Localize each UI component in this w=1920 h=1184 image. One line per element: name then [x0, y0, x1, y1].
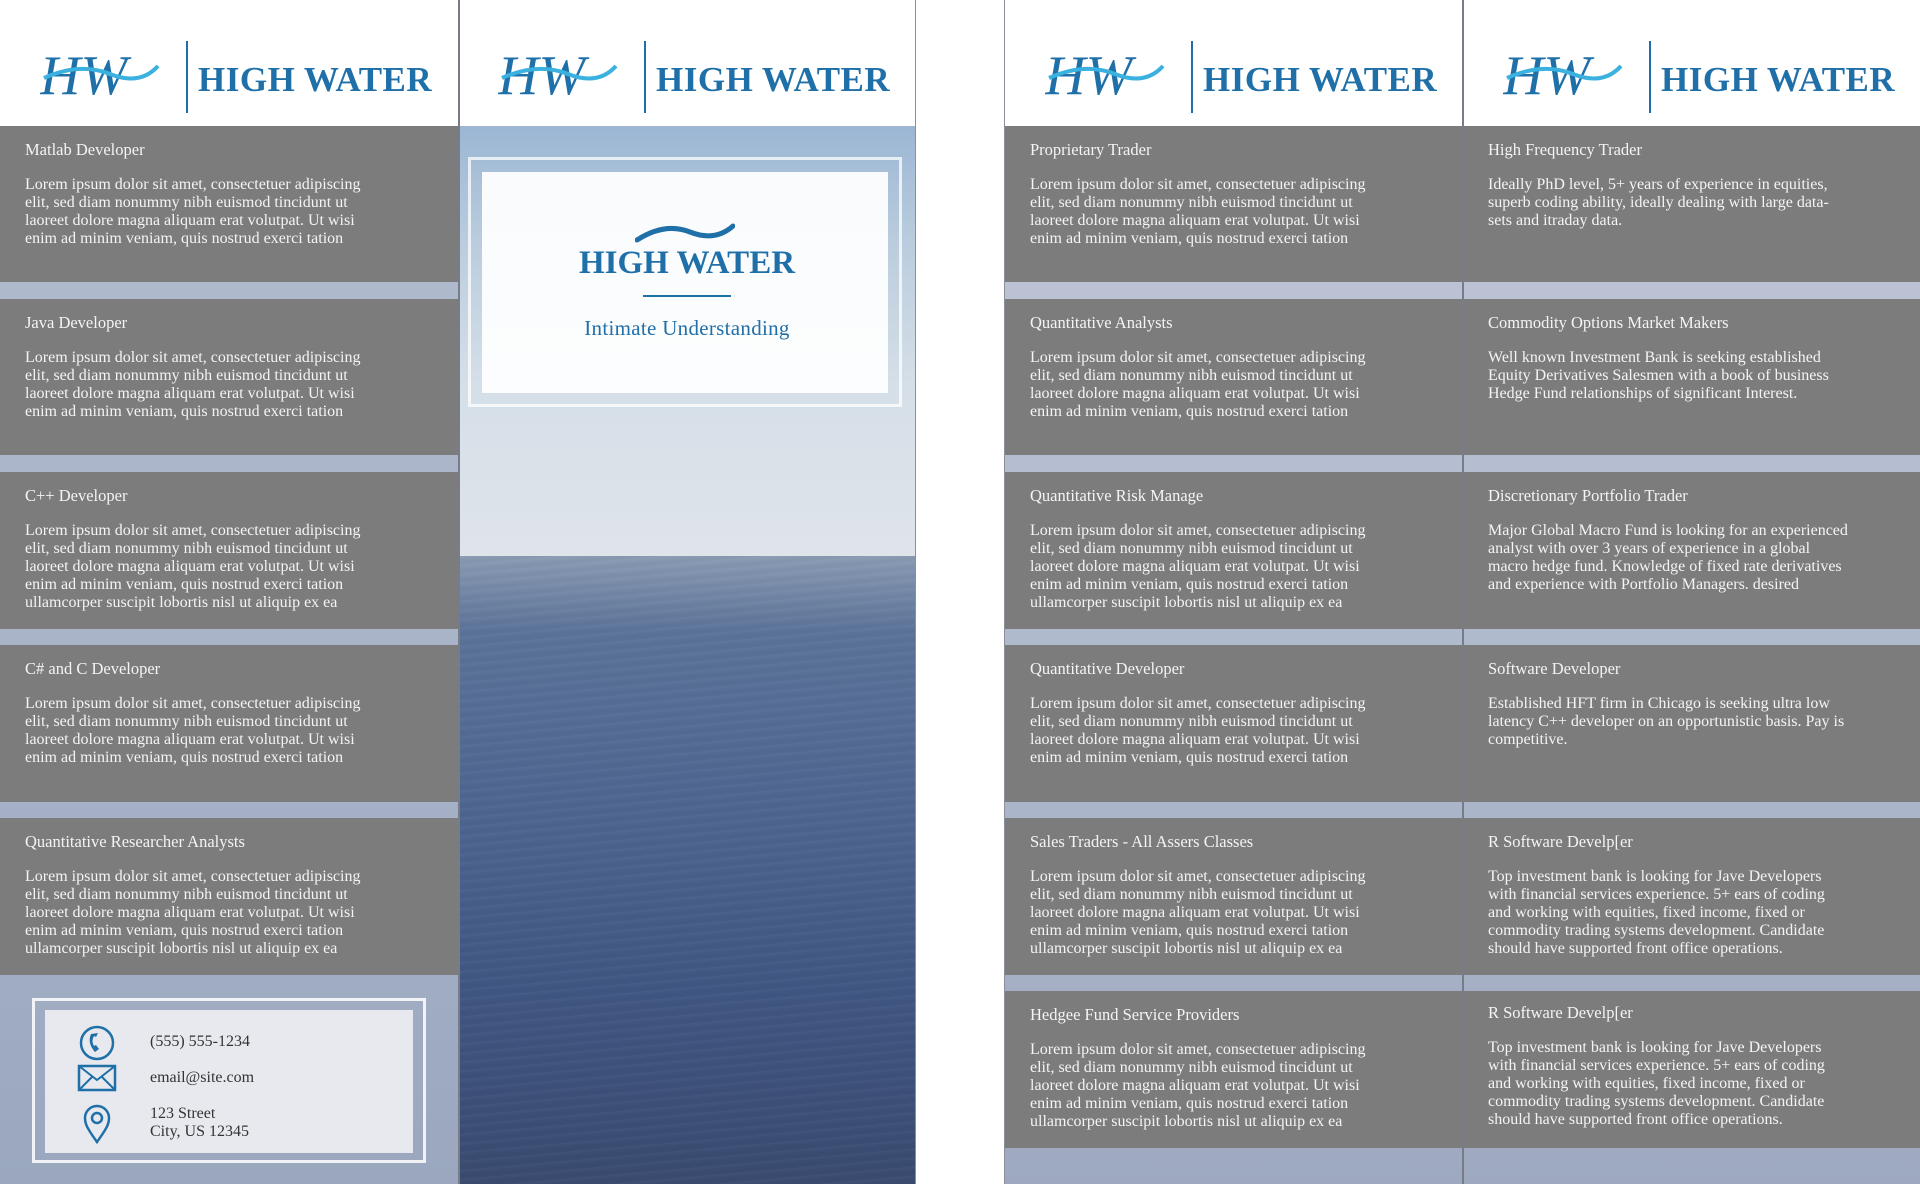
svg-text:HW: HW [1503, 45, 1591, 106]
job-card [1005, 472, 1463, 629]
job-title: R Software Develp[er [1488, 1003, 1633, 1022]
svg-text:HW: HW [1045, 45, 1133, 106]
panel-edge [915, 0, 916, 1184]
brand-name: HIGH WATER [198, 60, 433, 99]
cover-rule [643, 295, 731, 297]
job-title: Quantitative Developer [1030, 659, 1185, 678]
job-title: Software Developer [1488, 659, 1621, 678]
cover-tagline: Intimate Understanding [584, 316, 790, 340]
fold-line [458, 0, 460, 1184]
brochure-panel-cover [458, 0, 916, 1184]
svg-text:HW: HW [40, 45, 128, 106]
job-card [1005, 126, 1463, 282]
logo-divider [186, 41, 188, 113]
job-description: Well known Investment Bank is seeking established Equity Derivatives Salesmen with a book of business Hedge Fund relationships of significant Interest. [1488, 349, 1829, 402]
job-description: Lorem ipsum dolor sit amet, consectetuer adipiscing elit, sed diam nonummy nibh euismod tincidunt ut laoreet dolore magna aliquam erat volutpat. Ut wisi enim ad minim veniam, quis nostrud exerci tation ullamcorper suscipit lobortis nisl ut aliquip ex ea [25, 868, 361, 957]
job-title: Commodity Options Market Makers [1488, 313, 1729, 332]
job-card [1463, 818, 1920, 975]
panel-header [1463, 0, 1920, 126]
phone-icon [77, 1023, 117, 1063]
hw-logo-icon [40, 44, 160, 106]
fold-line [1462, 0, 1464, 1184]
job-description: Lorem ipsum dolor sit amet, consectetuer adipiscing elit, sed diam nonummy nibh euismod tincidunt ut laoreet dolore magna aliquam erat volutpat. Ut wisi enim ad minim veniam, quis nostrud exerci tation [25, 349, 361, 420]
logo-divider [1649, 41, 1651, 113]
brochure-panel-left [0, 0, 458, 1184]
logo-divider [1191, 41, 1193, 113]
map-pin-icon [77, 1104, 117, 1144]
job-card [1005, 299, 1463, 455]
job-card [0, 299, 458, 455]
job-card [0, 645, 458, 802]
brand-name: HIGH WATER [1203, 60, 1438, 99]
job-title: Java Developer [25, 313, 128, 332]
contact-email: email@site.com [150, 1069, 255, 1086]
contact-address: 123 Street City, US 12345 [150, 1105, 249, 1140]
job-title: C++ Developer [25, 486, 128, 505]
job-title: Quantitative Analysts [1030, 313, 1173, 332]
cover-box [482, 172, 888, 393]
job-description: Top investment bank is looking for Jave Developers with financial services experience. 5+ ears of coding and working with equities, fixed income, fixed or commodity trading systems development. Candidate should have supported front office operations. [1488, 1039, 1825, 1128]
hw-logo-icon [498, 44, 618, 106]
job-description: Lorem ipsum dolor sit amet, consectetuer adipiscing elit, sed diam nonummy nibh euismod tincidunt ut laoreet dolore magna aliquam erat volutpat. Ut wisi enim ad minim veniam, quis nostrud exerci tation ullamcorper suscipit lobortis nisl ut aliquip ex ea [1030, 522, 1366, 611]
sea-texture [458, 556, 916, 1184]
panel-header [458, 0, 916, 126]
job-card [1463, 126, 1920, 282]
wave-icon [635, 218, 735, 248]
job-card [1463, 472, 1920, 629]
job-title: C# and C Developer [25, 659, 161, 678]
logo-divider [644, 41, 646, 113]
brand-name: HIGH WATER [656, 60, 891, 99]
hw-logo-icon [1503, 44, 1623, 106]
job-description: Major Global Macro Fund is looking for an experienced analyst with over 3 years of experience in a global macro hedge fund. Knowledge of fixed rate derivatives and experience with Portfolio Managers. desired [1488, 522, 1848, 593]
brochure-panel-jobs-2 [1463, 0, 1920, 1184]
job-description: Ideally PhD level, 5+ years of experience in equities, superb coding ability, ideally dealing with large data- sets and itraday data. [1488, 176, 1829, 229]
job-card [1463, 299, 1920, 455]
svg-text:HW: HW [498, 45, 586, 106]
job-description: Lorem ipsum dolor sit amet, consectetuer adipiscing elit, sed diam nonummy nibh euismod tincidunt ut laoreet dolore magna aliquam erat volutpat. Ut wisi enim ad minim veniam, quis nostrud exerci tation ullamcorper suscipit lobortis nisl ut aliquip ex ea [1030, 868, 1366, 957]
job-title: Matlab Developer [25, 140, 145, 159]
brand-name: HIGH WATER [1661, 60, 1896, 99]
job-card [0, 126, 458, 282]
job-description: Lorem ipsum dolor sit amet, consectetuer adipiscing elit, sed diam nonummy nibh euismod tincidunt ut laoreet dolore magna aliquam erat volutpat. Ut wisi enim ad minim veniam, quis nostrud exerci tation [1030, 695, 1366, 766]
job-title: R Software Develp[er [1488, 832, 1633, 851]
job-card [1005, 991, 1463, 1148]
panel-edge [1004, 0, 1005, 1184]
panel-header [0, 0, 458, 126]
cover-title: HIGH WATER [578, 245, 796, 281]
job-description: Established HFT firm in Chicago is seeking ultra low latency C++ developer on an opportunistic basis. Pay is competitive. [1488, 695, 1845, 748]
hw-logo-icon [1045, 44, 1165, 106]
job-card [1005, 818, 1463, 975]
job-description: Lorem ipsum dolor sit amet, consectetuer adipiscing elit, sed diam nonummy nibh euismod tincidunt ut laoreet dolore magna aliquam erat volutpat. Ut wisi enim ad minim veniam, quis nostrud exerci tation ullamcorper suscipit lobortis nisl ut aliquip ex ea [25, 522, 361, 611]
job-card [1005, 645, 1463, 802]
contact-phone: (555) 555-1234 [150, 1033, 250, 1050]
job-title: Quantitative Researcher Analysts [25, 832, 245, 851]
job-title: Proprietary Trader [1030, 140, 1152, 159]
panel-header [1005, 0, 1463, 126]
job-title: High Frequency Trader [1488, 140, 1642, 159]
job-card [0, 472, 458, 629]
brochure-panel-jobs-1 [1005, 0, 1463, 1184]
job-card [1463, 991, 1920, 1148]
job-description: Top investment bank is looking for Jave Developers with financial services experience. 5+ ears of coding and working with equities, fixed income, fixed or commodity trading systems development. Candidate should have supported front office operations. [1488, 868, 1825, 957]
job-description: Lorem ipsum dolor sit amet, consectetuer adipiscing elit, sed diam nonummy nibh euismod tincidunt ut laoreet dolore magna aliquam erat volutpat. Ut wisi enim ad minim veniam, quis nostrud exerci tation [25, 176, 361, 247]
job-card [0, 818, 458, 975]
job-card [1463, 645, 1920, 802]
job-title: Hedgee Fund Service Providers [1030, 1005, 1240, 1024]
job-title: Discretionary Portfolio Trader [1488, 486, 1688, 505]
job-title: Sales Traders - All Assers Classes [1030, 832, 1254, 851]
envelope-icon [77, 1058, 117, 1098]
job-title: Quantitative Risk Manage [1030, 486, 1204, 505]
job-description: Lorem ipsum dolor sit amet, consectetuer adipiscing elit, sed diam nonummy nibh euismod tincidunt ut laoreet dolore magna aliquam erat volutpat. Ut wisi enim ad minim veniam, quis nostrud exerci tation [25, 695, 361, 766]
job-description: Lorem ipsum dolor sit amet, consectetuer adipiscing elit, sed diam nonummy nibh euismod tincidunt ut laoreet dolore magna aliquam erat volutpat. Ut wisi enim ad minim veniam, quis nostrud exerci tation [1030, 176, 1366, 247]
job-description: Lorem ipsum dolor sit amet, consectetuer adipiscing elit, sed diam nonummy nibh euismod tincidunt ut laoreet dolore magna aliquam erat volutpat. Ut wisi enim ad minim veniam, quis nostrud exerci tation ullamcorper suscipit lobortis nisl ut aliquip ex ea [1030, 1041, 1366, 1130]
job-description: Lorem ipsum dolor sit amet, consectetuer adipiscing elit, sed diam nonummy nibh euismod tincidunt ut laoreet dolore magna aliquam erat volutpat. Ut wisi enim ad minim veniam, quis nostrud exerci tation [1030, 349, 1366, 420]
